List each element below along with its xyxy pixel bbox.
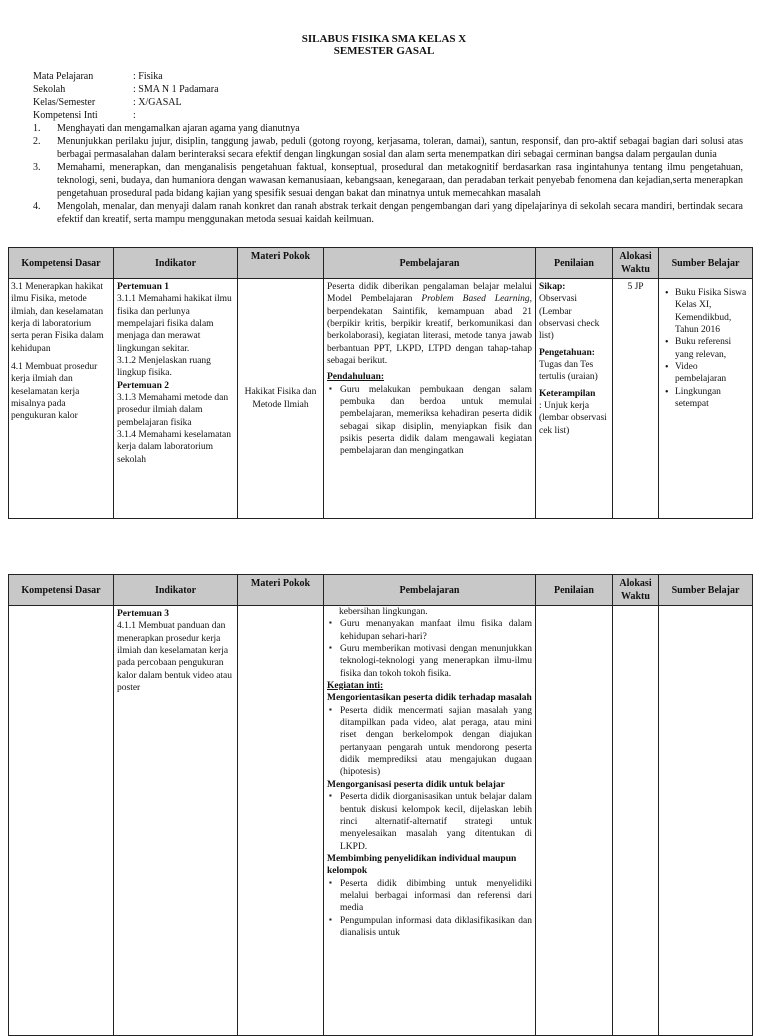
header-alokasi: Alokasi Waktu [613,248,659,279]
pembelajaran-cell [324,606,536,1036]
pembelajaran-intro [327,281,532,367]
syllabus-info [33,70,743,226]
kd-cell [9,606,114,1036]
header-indikator: Indikator [114,248,238,279]
penilaian-cell [536,279,613,519]
list-item: • Video pembelajaran [662,361,749,386]
indikator-cell [114,279,238,519]
intro-text: Peserta didik diberikan pengalaman belajar melalui Model Pembelajaran [327,282,532,305]
header-indikator: Indikator [114,575,238,606]
ki-item [33,200,743,226]
step-1-heading: Mengorientasikan peserta didik terhadap masalah [327,693,532,704]
sumber-cell [659,279,753,519]
ki-item [33,135,743,161]
kompetensi-inti-list [33,122,743,226]
kegiatan-inti-heading: Kegiatan inti: [327,681,384,692]
syllabus-table-2 [8,574,753,1036]
kd-4-1: 4.1 Membuat prosedur kerja ilmiah dan keselamatan kerja misalnya pada pengukuran kalor [11,362,98,422]
ki-number: 1. [33,123,41,134]
pengetahuan-text: Tugas dan Tes tertulis (uraian) [539,360,598,383]
info-key: Kompetensi Inti [33,110,98,121]
document-title: SILABUS FISIKA SMA KELAS X [301,33,467,45]
table-row [9,279,753,519]
ki-number: 2. [33,136,41,147]
ki-number: 4. [33,201,41,212]
table-header-row [9,248,753,279]
intro-text-cont: , berpendekatan Saintifik, kemampuan abad 21 (berpikir kritis, berpikir kreatif, berkomunikasi dan berkolaborasi), kegiatan literasi, metode tanya jawab berbantuan PPT, LKPD, LTPD dengan tahap-tahap sebagai berikut. [327,294,532,367]
sikap-label: Sikap: [539,282,566,292]
list-item: • Lingkungan setempat [662,386,749,411]
materi-cell: Hakikat Fisika dan Metode Ilmiah [238,279,324,519]
ki-item [33,122,743,135]
table-header-row [9,575,753,606]
intro-model: Problem Based Learning [421,294,530,305]
list-item: ▪ Guru memberikan motivasi dengan menunjukkan teknologi-teknologi yang menerapkan ilmu-ilmu fisika dan tokoh tokoh fisika. [327,643,532,680]
info-value: : Fisika [133,71,163,82]
list-item: ▪ Peserta didik dibimbing untuk menyelidiki melalui berbagai informasi dan referensi dari media [327,878,532,915]
info-row-subject [33,70,743,83]
ki-text: Menunjukkan perilaku jujur, disiplin, tanggung jawab, peduli (gotong royong, kerjasama, toleran, damai), santun, responsif, dan pro-aktif sebagai bagian dari solusi atas berbagai permasalahan dalam berinteraksi secara efektif dengan lingkungan sosial dan alam serta menempatkan diri sebagai cerminan bangsa dalam pergaulan dunia [57,136,743,160]
step-3-list [327,878,532,940]
keterampilan-text: : Unjuk kerja (lembar observasi cek list) [539,401,607,436]
table-row [9,606,753,1036]
header-materi: Materi Pokok [238,575,324,606]
keterampilan-label: Keterampilan [539,388,596,399]
list-item: ▪ Peserta didik diorganisasikan untuk belajar dalam bentuk diskusi kelompok kecil, dijelaskan lebih rinci alternatif-alternatif strategi untuk menyelesaikan masalah yang ditentukan di LKPD. [327,791,532,853]
ki-item [33,161,743,200]
header-penilaian: Penilaian [536,248,613,279]
step-2-list [327,791,532,853]
header-penilaian: Penilaian [536,575,613,606]
header-kd: Kompetensi Dasar [9,248,114,279]
indikator-3-1-1: 3.1.1 Memahami hakikat ilmu fisika dan perlunya mempelajari fisika dalam menjaga dan merawat lingkungan sekitar. [117,294,232,354]
list-item: ▪ Peserta didik mencermati sajian masalah yang ditampilkan pada video, alat peraga, atau mini riset dengan berkelompok dengan diajukan pertanyaan pengarah untuk mendorong peserta didik memprediksi atau mengajukan dugaan (hipotesis) [327,705,532,779]
info-value: : X/GASAL [133,97,182,108]
sumber-list [662,287,749,410]
indikator-4-1-1: 4.1.1 Membuat panduan dan menerapkan prosedur kerja ilmiah dan keselamatan kerja pada percobaan pengukuran kalor dalam bentuk video atau poster [117,621,233,694]
step-3-heading: Membimbing penyelidikan individual maupun kelompok [327,853,517,877]
pertemuan-2-label: Pertemuan 2 [117,380,169,391]
indikator-3-1-4: 3.1.4 Memahami keselamatan kerja dalam laboratorium sekolah [117,430,231,465]
info-key: Kelas/Semester [33,97,96,108]
info-row-school [33,83,743,96]
header-sumber: Sumber Belajar [659,575,753,606]
indikator-3-1-2: 3.1.2 Menjelaskan ruang lingkup fisika. [117,356,211,379]
pengetahuan-label: Pengetahuan: [539,347,595,358]
penilaian-cell [536,606,613,1036]
header-alokasi: Alokasi Waktu [613,575,659,606]
pertemuan-3-label: Pertemuan 3 [117,609,169,619]
header-sumber: Sumber Belajar [659,248,753,279]
kd-3-1: 3.1 Menerapkan hakikat ilmu Fisika, metode ilmiah, dan keselamatan kerja di laboratorium serta peran Fisika dalam kehidupan [11,282,104,354]
pendahuluan-list-cont [327,618,532,680]
alokasi-cell: 5 JP [613,279,659,519]
ki-text: Menghayati dan mengamalkan ajaran agama yang dianutnya [57,123,300,134]
info-value: : [133,110,136,121]
sikap-text: Observasi (Lembar observasi check list) [539,294,600,342]
header-materi: Materi Pokok [238,248,324,279]
info-value: : SMA N 1 Padamara [133,84,219,95]
ki-text: Memahami, menerapkan, dan menganalisis pengetahuan faktual, konseptual, prosedural dan metakognitif berdasarkan rasa ingintahunya tentang ilmu pengetahuan, teknologi, seni, budaya, dan humaniora dengan wawasan kemanusiaan, kebangsaan, kenegaraan, dan peradaban terkait penyebab fenomena dan kejadian,serta menerapkan pengetahuan prosedural pada bidang kajian yang spesifik sesuai dengan bakat dan minatnya untuk memecahkan masalah [57,162,743,199]
indikator-3-1-3: 3.1.3 Memahami metode dan prosedur ilmiah dalam pembelajaran fisika [117,393,229,428]
alokasi-cell [613,606,659,1036]
list-item: • Buku Fisika Siswa Kelas XI, Kemendikbud, Tahun 2016 [662,287,749,336]
kd-cell [9,279,114,519]
list-item: ▪ Guru menanyakan manfaat ilmu fisika dalam kehidupan sehari-hari? [327,618,532,643]
indikator-cell [114,606,238,1036]
list-item: • Buku referensi yang relevan, [662,336,749,361]
list-item: ▪ Guru melakukan pembukaan dengan salam pembuka dan berdoa untuk memulai pembelajaran, memeriksa kehadiran peserta didik sebagai sikap disiplin, menyiapkan fisik dan psikis peserta didik dalam mengawali kegiatan pembelajaran dan mengingatkan [327,384,532,458]
header-pembelajaran: Pembelajaran [324,248,536,279]
info-key: Sekolah [33,84,66,95]
header-pembelajaran: Pembelajaran [324,575,536,606]
syllabus-table-1 [8,247,753,519]
pendahuluan-list [327,384,532,458]
sumber-cell [659,606,753,1036]
info-key: Mata Pelajaran [33,71,94,82]
ki-number: 3. [33,162,41,173]
materi-cell [238,606,324,1036]
pendahuluan-heading: Pendahuluan: [327,372,385,383]
ki-text: Mengolah, menalar, dan menyaji dalam ranah konkret dan ranah abstrak terkait dengan pengembangan dari yang dipelajarinya di sekolah secara mandiri, bertindak secara efektif dan kreatif, serta mampu menggunakan metoda sesuai kaidah keilmuan. [57,201,743,225]
info-row-ki [33,109,743,122]
continued-text: kebersihan lingkungan. [339,607,428,617]
document-subtitle: SEMESTER GASAL [333,45,435,57]
pertemuan-1-label: Pertemuan 1 [117,282,169,292]
pembelajaran-cell [324,279,536,519]
header-kd: Kompetensi Dasar [9,575,114,606]
step-1-list [327,705,532,779]
list-item: ▪ Pengumpulan informasi data diklasifikasikan dan dianalisis untuk [327,915,532,940]
info-row-class [33,96,743,109]
step-2-heading: Mengorganisasi peserta didik untuk belajar [327,779,505,790]
